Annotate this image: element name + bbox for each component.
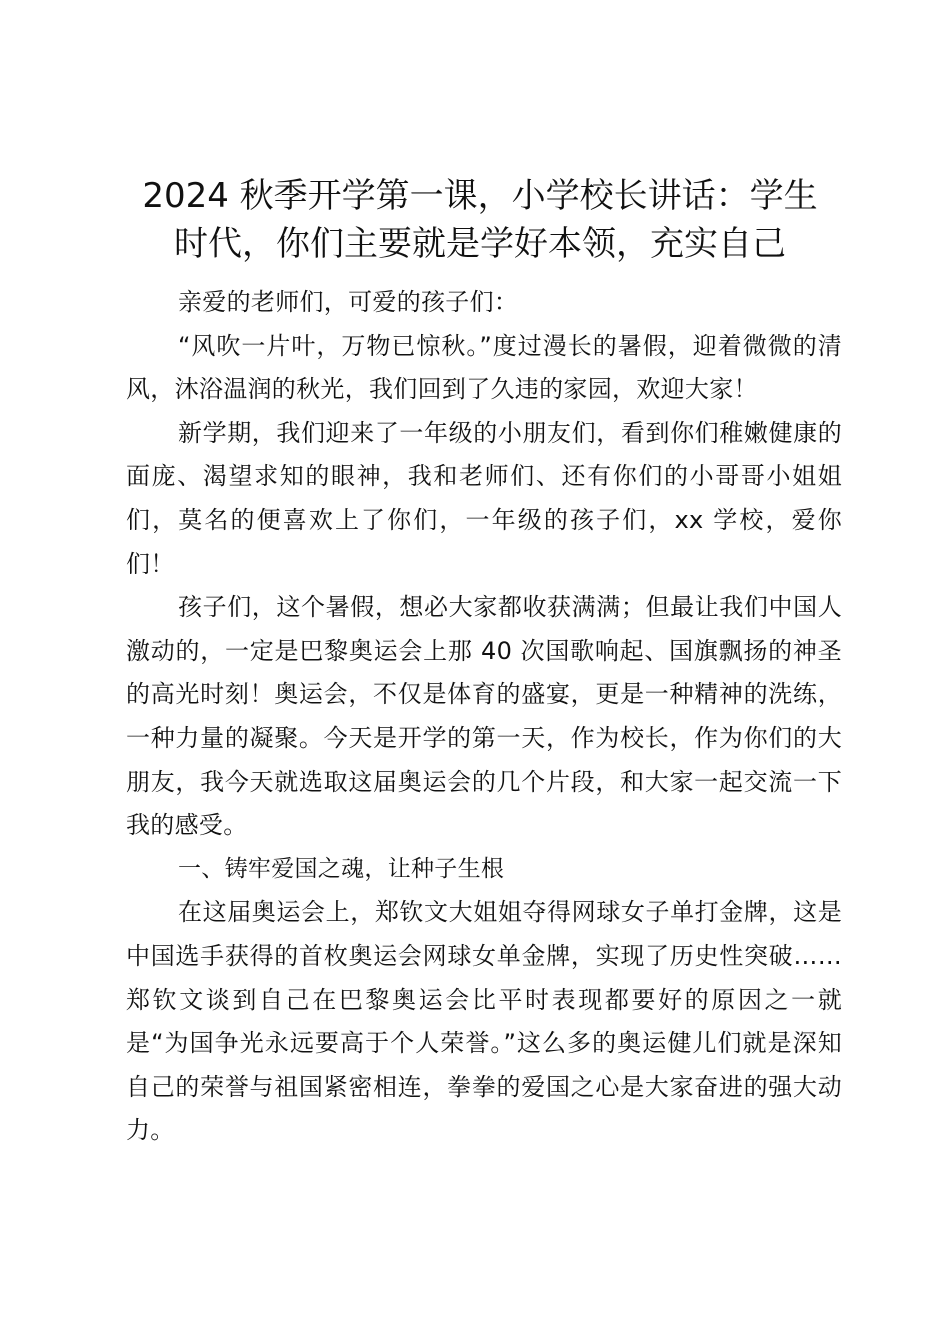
title-line-1: 2024 秋季开学第一课，小学校长讲话：学生 <box>142 176 818 216</box>
salutation-paragraph: 亲爱的老师们，可爱的孩子们： <box>178 288 519 316</box>
body-paragraph: 新学期，我们迎来了一年级的小朋友们，看到你们稚嫩健康的面庞、渴望求知的眼神，我和老师们、还有你们的小哥哥小姐姐们，莫名的便喜欢上了你们，一年级的孩子们，xx 学校，爱你们！ <box>126 418 842 578</box>
title-line-2: 时代，你们主要就是学好本领，充实自己 <box>174 224 786 264</box>
body-paragraph: “风吹一片叶，万物已惊秋。”度过漫长的暑假，迎着微微的清风，沐浴温润的秋光，我们回到了久违的家园，欢迎大家！ <box>126 331 842 404</box>
section-heading: 一、铸牢爱国之魂，让种子生根 <box>178 855 505 882</box>
body-paragraph: 在这届奥运会上，郑钦文大姐姐夺得网球女子单打金牌，这是中国选手获得的首枚奥运会网球女单金牌，实现了历史性突破……郑钦文谈到自己在巴黎奥运会比平时表现都要好的原因之一就是“为国争光永远要高于个人荣誉。”这么多的奥运健儿们就是深知自己的荣誉与祖国紧密相连，拳拳的爱国之心是大家奋进的强大动力。 <box>126 898 842 1145</box>
document-title <box>110 172 850 268</box>
document-body <box>126 281 842 1153</box>
body-paragraph: 孩子们，这个暑假，想必大家都收获满满；但最让我们中国人激动的，一定是巴黎奥运会上那 40 次国歌响起、国旗飘扬的神圣的高光时刻！奥运会，不仅是体育的盛宴，更是一种精神的洗练，一种力量的凝聚。今天是开学的第一天，作为校长，作为你们的大朋友，我今天就选取这届奥运会的几个片段，和大家一起交流一下我的感受。 <box>126 593 842 840</box>
